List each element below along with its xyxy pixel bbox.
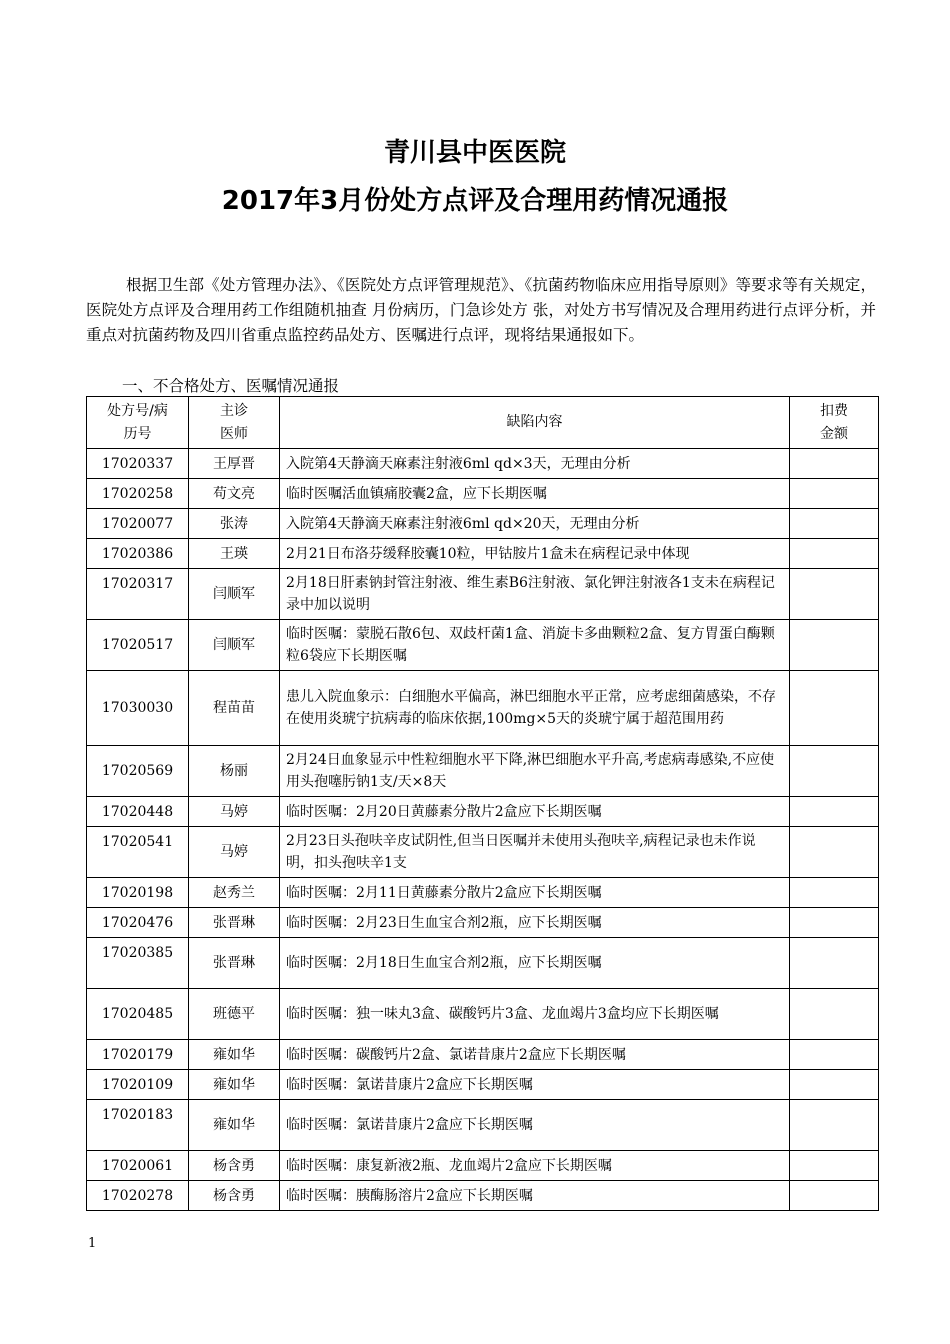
header-defect: 缺陷内容 <box>280 397 790 449</box>
table-row <box>87 878 879 908</box>
cell-fee <box>790 1151 879 1181</box>
cell-fee <box>790 1100 879 1151</box>
table-row <box>87 1070 879 1100</box>
cell-record-id: 17020541 <box>87 827 189 878</box>
cell-record-id: 17020183 <box>87 1100 189 1151</box>
cell-doctor: 苟文亮 <box>189 479 280 509</box>
cell-fee <box>790 449 879 479</box>
cell-doctor: 张晋琳 <box>189 908 280 938</box>
cell-defect: 入院第4天静滴天麻素注射液6ml qd×20天，无理由分析 <box>280 509 790 539</box>
cell-fee <box>790 1070 879 1100</box>
cell-record-id: 17020077 <box>87 509 189 539</box>
cell-fee <box>790 746 879 797</box>
section-heading: 一、不合格处方、医嘱情况通报 <box>122 377 340 395</box>
page-number: 1 <box>88 1236 97 1251</box>
cell-record-id: 17020278 <box>87 1181 189 1211</box>
cell-fee <box>790 620 879 671</box>
table-row <box>87 671 879 746</box>
cell-record-id: 17020258 <box>87 479 189 509</box>
cell-record-id: 17020337 <box>87 449 189 479</box>
cell-defect: 2月18日肝素钠封管注射液、维生素B6注射液、氯化钾注射液各1支未在病程记录中加以说明 <box>280 569 790 620</box>
cell-fee <box>790 938 879 989</box>
cell-defect: 临时医嘱：2月18日生血宝合剂2瓶，应下长期医嘱 <box>280 938 790 989</box>
cell-defect: 临时医嘱：独一味丸3盒、碳酸钙片3盒、龙血竭片3盒均应下长期医嘱 <box>280 989 790 1040</box>
cell-doctor: 张晋琳 <box>189 938 280 989</box>
table-row <box>87 1100 879 1151</box>
cell-fee <box>790 1040 879 1070</box>
cell-record-id: 17020317 <box>87 569 189 620</box>
cell-doctor: 班德平 <box>189 989 280 1040</box>
table-row <box>87 989 879 1040</box>
table-row <box>87 1040 879 1070</box>
cell-doctor: 杨丽 <box>189 746 280 797</box>
cell-defect: 临时医嘱：康复新液2瓶、龙血竭片2盒应下长期医嘱 <box>280 1151 790 1181</box>
header-doctor-line1: 主诊 <box>220 402 248 419</box>
header-doctor-line2: 医师 <box>220 425 248 442</box>
cell-doctor: 闫顺军 <box>189 620 280 671</box>
table-row <box>87 479 879 509</box>
cell-doctor: 杨含勇 <box>189 1181 280 1211</box>
cell-fee <box>790 671 879 746</box>
intro-paragraph: 根据卫生部《处方管理办法》、《医院处方点评管理规范》、《抗菌药物临床应用指导原则》等要求等有关规定，医院处方点评及合理用药工作组随机抽查 月份病历，门急诊处方 张，对处方书写情况及合理用药进行点评分析，并重点对抗菌药物及四川省重点监控药品处方、医嘱进行点评，现将结果通报如下。 <box>86 276 876 344</box>
cell-record-id: 17020448 <box>87 797 189 827</box>
cell-defect: 临时医嘱：2月11日黄藤素分散片2盒应下长期医嘱 <box>280 878 790 908</box>
table-body <box>87 449 879 1211</box>
cell-defect: 临时医嘱：碳酸钙片2盒、氯诺昔康片2盒应下长期医嘱 <box>280 1040 790 1070</box>
table-row <box>87 1181 879 1211</box>
header-id-line1: 处方号/病 <box>107 402 168 419</box>
header-fee <box>790 397 879 449</box>
cell-record-id: 17020386 <box>87 539 189 569</box>
cell-doctor: 王厚晋 <box>189 449 280 479</box>
defect-table <box>86 396 879 1211</box>
table-row <box>87 938 879 989</box>
cell-doctor: 王瑛 <box>189 539 280 569</box>
table-row <box>87 827 879 878</box>
cell-fee <box>790 878 879 908</box>
cell-doctor: 张涛 <box>189 509 280 539</box>
cell-doctor: 赵秀兰 <box>189 878 280 908</box>
cell-defect: 临时医嘱：氯诺昔康片2盒应下长期医嘱 <box>280 1070 790 1100</box>
cell-defect: 2月24日血象显示中性粒细胞水平下降,淋巴细胞水平升高,考虑病毒感染,不应使用头孢噻肟钠1支/天×8天 <box>280 746 790 797</box>
cell-defect: 临时医嘱：蒙脱石散6包、双歧杆菌1盒、消旋卡多曲颗粒2盒、复方胃蛋白酶颗粒6袋应下长期医嘱 <box>280 620 790 671</box>
cell-fee <box>790 1181 879 1211</box>
header-doctor <box>189 397 280 449</box>
header-fee-line2: 金额 <box>820 425 848 442</box>
cell-defect: 临时医嘱：2月20日黄藤素分散片2盒应下长期医嘱 <box>280 797 790 827</box>
cell-record-id: 17020476 <box>87 908 189 938</box>
cell-doctor: 闫顺军 <box>189 569 280 620</box>
cell-defect: 2月23日头孢呋辛皮试阴性,但当日医嘱并未使用头孢呋辛,病程记录也未作说明，扣头孢呋辛1支 <box>280 827 790 878</box>
cell-fee <box>790 539 879 569</box>
table-row <box>87 620 879 671</box>
cell-defect: 临时医嘱：胰酶肠溶片2盒应下长期医嘱 <box>280 1181 790 1211</box>
cell-doctor: 马婷 <box>189 827 280 878</box>
table-row <box>87 509 879 539</box>
cell-defect: 2月21日布洛芬缓释胶囊10粒，甲钴胺片1盒未在病程记录中体现 <box>280 539 790 569</box>
cell-record-id: 17020569 <box>87 746 189 797</box>
cell-doctor: 雍如华 <box>189 1100 280 1151</box>
header-fee-line1: 扣费 <box>820 402 848 419</box>
table-row <box>87 449 879 479</box>
cell-record-id: 17020109 <box>87 1070 189 1100</box>
cell-doctor: 马婷 <box>189 797 280 827</box>
cell-fee <box>790 797 879 827</box>
document-subtitle: 2017年3月份处方点评及合理用药情况通报 <box>221 186 729 216</box>
header-id <box>87 397 189 449</box>
cell-fee <box>790 908 879 938</box>
table-header-row <box>87 397 879 449</box>
cell-doctor: 雍如华 <box>189 1040 280 1070</box>
table-row <box>87 539 879 569</box>
cell-fee <box>790 989 879 1040</box>
header-id-line2: 历号 <box>123 425 152 442</box>
cell-record-id: 17020061 <box>87 1151 189 1181</box>
cell-doctor: 杨含勇 <box>189 1151 280 1181</box>
cell-record-id: 17020385 <box>87 938 189 989</box>
cell-defect: 临时医嘱：氯诺昔康片2盒应下长期医嘱 <box>280 1100 790 1151</box>
cell-doctor: 程苗苗 <box>189 671 280 746</box>
table-row <box>87 908 879 938</box>
table-row <box>87 1151 879 1181</box>
cell-record-id: 17030030 <box>87 671 189 746</box>
document-title: 青川县中医医院 <box>383 138 566 168</box>
cell-defect: 患儿入院血象示：白细胞水平偏高，淋巴细胞水平正常，应考虑细菌感染，不存在使用炎琥宁抗病毒的临床依据,100mg×5天的炎琥宁属于超范围用药 <box>280 671 790 746</box>
cell-doctor: 雍如华 <box>189 1070 280 1100</box>
cell-record-id: 17020485 <box>87 989 189 1040</box>
cell-record-id: 17020179 <box>87 1040 189 1070</box>
table-row <box>87 746 879 797</box>
cell-fee <box>790 479 879 509</box>
cell-record-id: 17020517 <box>87 620 189 671</box>
cell-record-id: 17020198 <box>87 878 189 908</box>
cell-defect: 临时医嘱活血镇痛胶囊2盒，应下长期医嘱 <box>280 479 790 509</box>
cell-fee <box>790 509 879 539</box>
cell-fee <box>790 569 879 620</box>
table-row <box>87 797 879 827</box>
cell-fee <box>790 827 879 878</box>
table-row <box>87 569 879 620</box>
cell-defect: 入院第4天静滴天麻素注射液6ml qd×3天，无理由分析 <box>280 449 790 479</box>
cell-defect: 临时医嘱：2月23日生血宝合剂2瓶，应下长期医嘱 <box>280 908 790 938</box>
